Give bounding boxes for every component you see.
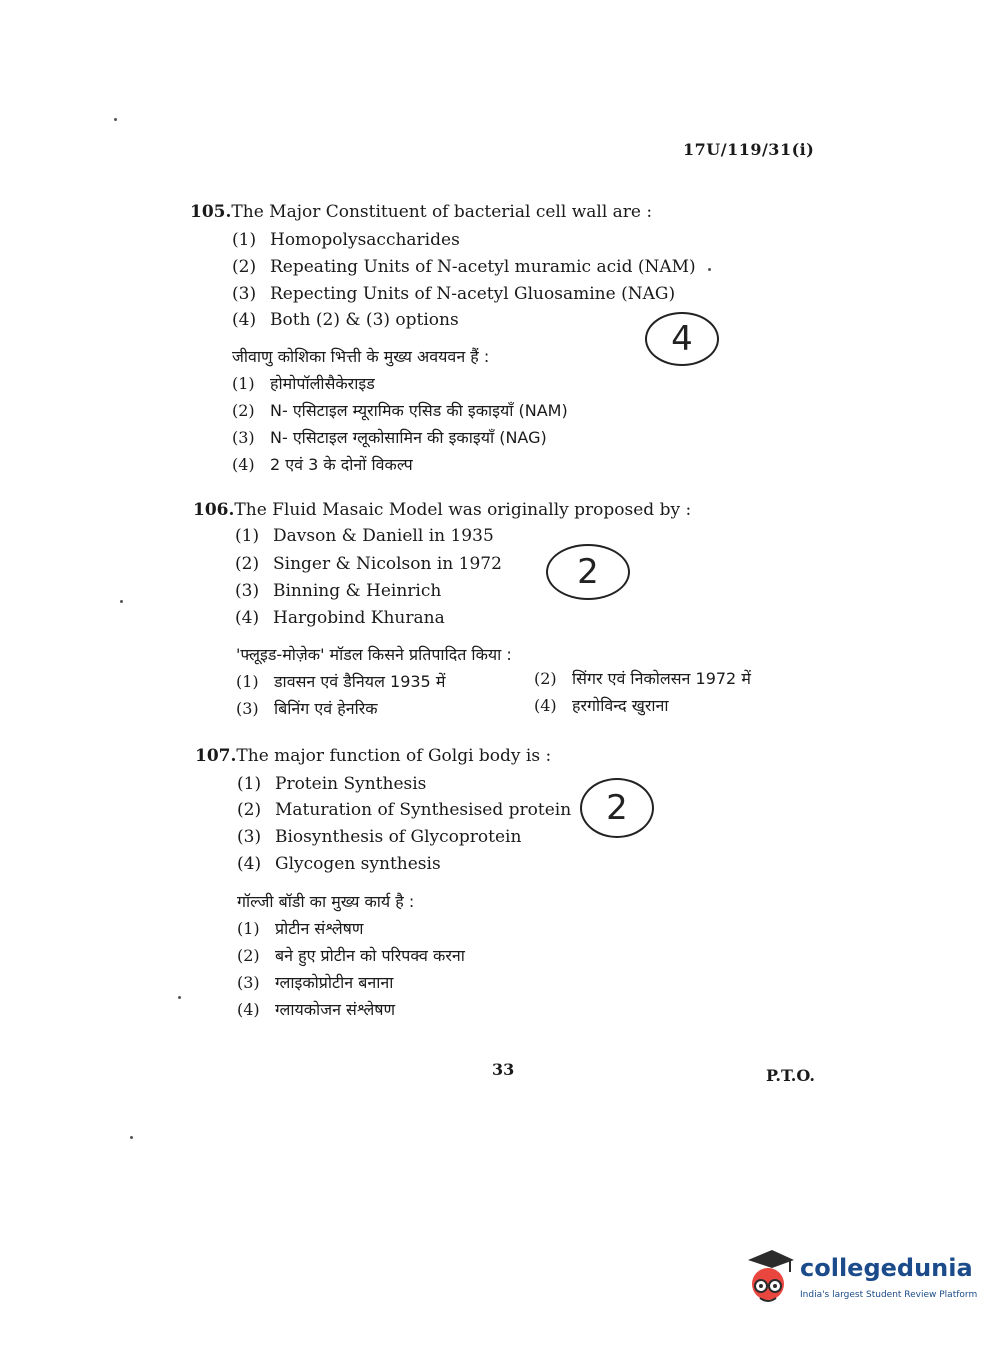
scan-speck	[120, 600, 123, 603]
paper-code: 17U/119/31(i)	[683, 140, 815, 159]
scan-speck	[114, 118, 117, 121]
option: (3) Biosynthesis of Glycoprotein	[237, 827, 522, 847]
option: (4) Both (2) & (3) options	[232, 310, 459, 330]
option: (1) Davson & Daniell in 1935	[235, 526, 494, 546]
hindi-option: (2) सिंगर एवं निकोलसन 1972 में	[534, 669, 751, 688]
option: (3) Repecting Units of N-acetyl Gluosamine (NAG)	[232, 284, 676, 304]
question-number: 105.	[190, 202, 232, 222]
hindi-option: (4) ग्लायकोजन संश्लेषण	[237, 1000, 396, 1019]
option: (2) Maturation of Synthesised protein	[237, 800, 572, 820]
pto-label: P.T.O.	[766, 1066, 815, 1085]
hindi-option: (4) 2 एवं 3 के दोनों विकल्प	[232, 455, 413, 474]
page-number: 33	[492, 1060, 515, 1079]
scan-speck	[130, 1136, 133, 1139]
option: (3) Binning & Heinrich	[235, 581, 442, 601]
hindi-option: (1) होमोपॉलीसैकेराइड	[232, 374, 375, 393]
option: (1) Protein Synthesis	[237, 774, 427, 794]
collegedunia-watermark	[742, 1246, 978, 1316]
hindi-option: (1) प्रोटीन संश्लेषण	[237, 919, 364, 938]
hindi-option: (4) हरगोविन्द खुराना	[534, 696, 669, 715]
question-106	[193, 500, 691, 520]
hindi-question-text: 'फ्लूइड-मोज़ेक' मॉडल किसने प्रतिपादित किया :	[236, 645, 512, 664]
question-107	[195, 746, 551, 766]
option: (2) Repeating Units of N-acetyl muramic acid (NAM)	[232, 257, 696, 277]
option: (4) Glycogen synthesis	[237, 854, 441, 874]
hindi-question-text: गॉल्जी बॉडी का मुख्य कार्य है :	[237, 892, 415, 911]
hindi-option: (3) बिनिंग एवं हेनरिक	[236, 699, 378, 718]
question-number: 107.	[195, 746, 237, 766]
hindi-option: (1) डावसन एवं डैनियल 1935 में	[236, 672, 446, 691]
option: (1) Homopolysaccharides	[232, 230, 460, 250]
watermark-name: collegedunia	[800, 1254, 973, 1282]
hindi-option: (2) बने हुए प्रोटीन को परिपक्व करना	[237, 946, 465, 965]
handwritten-answer-circle: 4	[645, 312, 719, 366]
scan-speck	[708, 268, 711, 271]
question-105	[190, 202, 652, 222]
question-number: 106.	[193, 500, 235, 520]
hindi-option: (2) N- एसिटाइल म्यूरामिक एसिड की इकाइयाँ (NAM)	[232, 401, 568, 420]
hindi-option: (3) ग्लाइकोप्रोटीन बनाना	[237, 973, 394, 992]
option: (2) Singer & Nicolson in 1972	[235, 554, 502, 574]
watermark-tagline: India's largest Student Review Platform	[800, 1290, 978, 1300]
handwritten-answer-circle: 2	[580, 778, 654, 838]
hindi-option: (3) N- एसिटाइल ग्लूकोसामिन की इकाइयाँ (NAG)	[232, 428, 547, 447]
question-text: The Major Constituent of bacterial cell wall are :	[231, 202, 653, 222]
handwritten-answer-circle: 2	[546, 544, 630, 600]
option: (4) Hargobind Khurana	[235, 608, 445, 628]
mascot-icon	[742, 1246, 796, 1310]
question-text: The Fluid Masaic Model was originally proposed by :	[234, 500, 692, 520]
hindi-question-text: जीवाणु कोशिका भित्ती के मुख्य अवयवन हैं :	[232, 347, 490, 366]
scan-speck	[178, 996, 181, 999]
question-text: The major function of Golgi body is :	[236, 746, 552, 766]
